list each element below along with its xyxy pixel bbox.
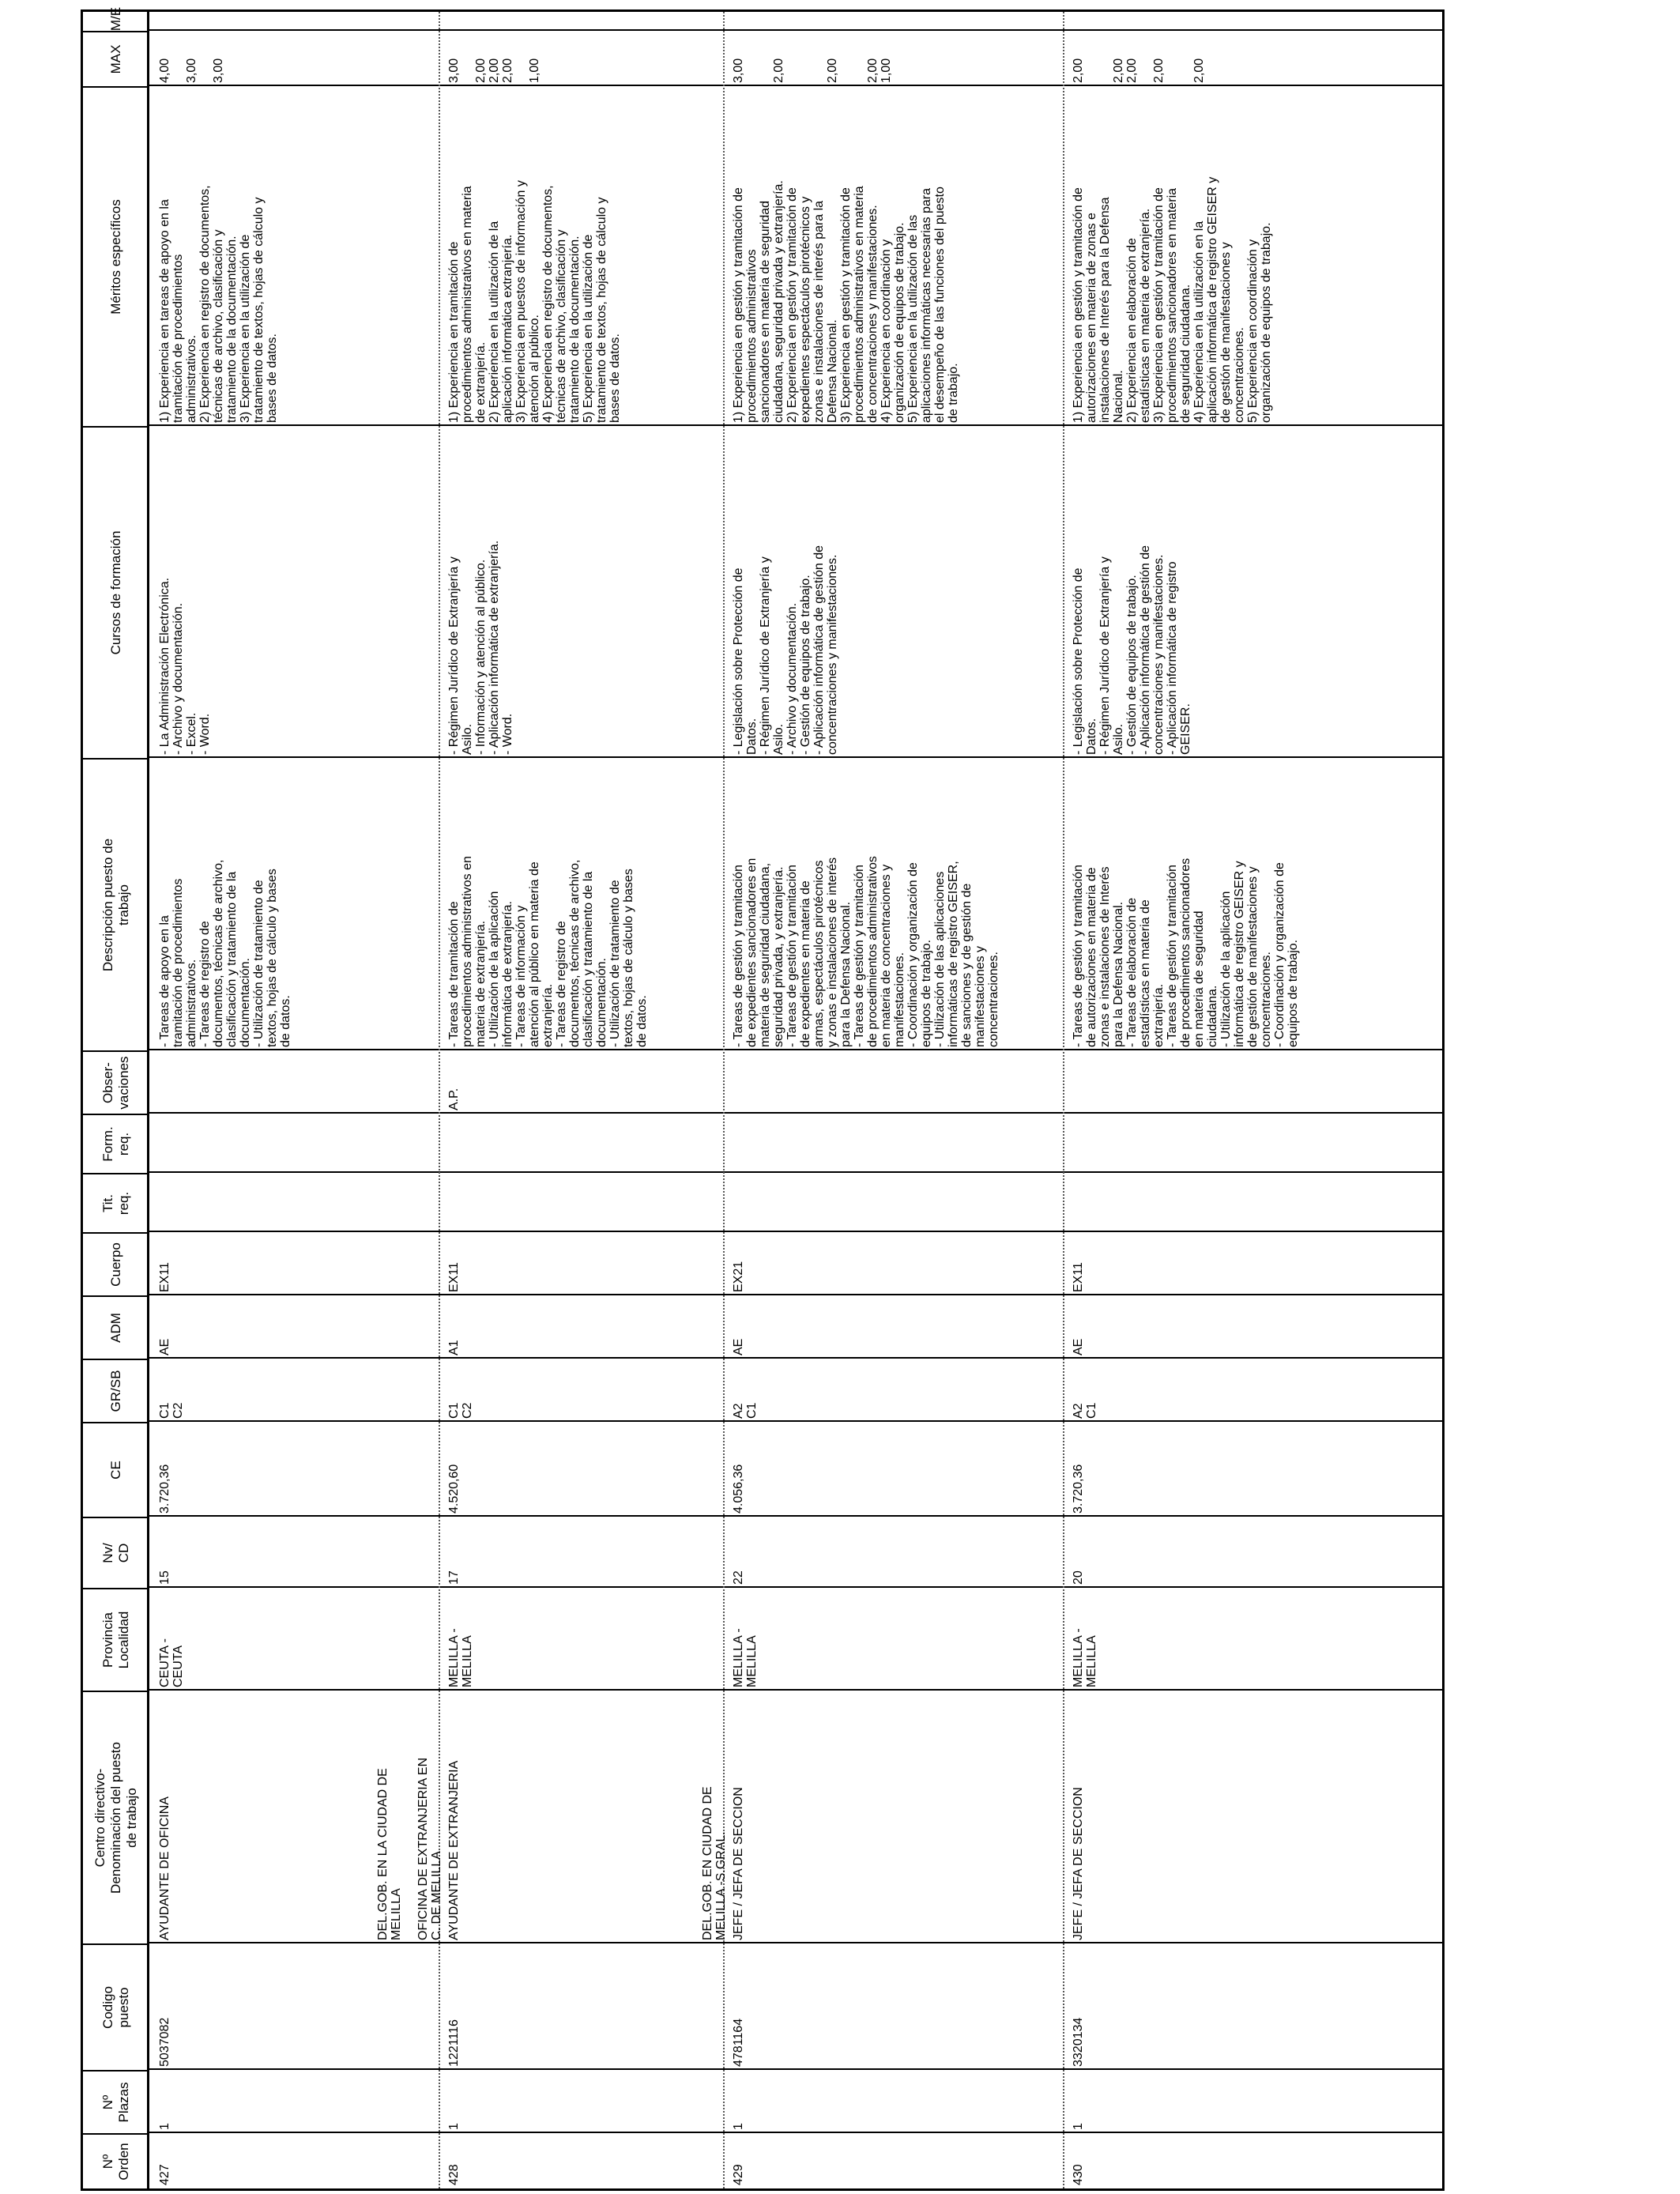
cell-descripcion: - Tareas de tramitación de procedimientos administrativos en materia de extranjería. - Utilización de la aplicación informática de extranjería. - Tareas de información y atención al público en materia de extranjería. - Tareas de registro de documentos, técnicas de archivo, clasificación y tratamiento de la documentación. - Utilización de tratamiento de textos, hojas de cálculo y bases de datos.	[447, 856, 649, 1047]
cell-centro: JEFE / JEFA DE SECCION	[732, 1787, 745, 1940]
cell-centro: AYUDANTE DE EXTRANJERIA	[447, 1760, 461, 1940]
cell-codigo: 3320134	[1072, 2017, 1085, 2067]
header-descripcion: Descripción puesto de trabajo	[83, 758, 149, 1050]
cell-plazas: 1	[1072, 2123, 1085, 2130]
cell-codigo: 4781164	[732, 2018, 745, 2067]
cell-centro: AYUDANTE DE OFICINA	[158, 1796, 171, 1940]
cell-cuerpo: EX11	[447, 1262, 461, 1292]
cell-obs	[156, 1050, 437, 1114]
cell-tit	[156, 1173, 437, 1232]
cell-codigo: 5037082	[158, 2017, 171, 2067]
header-centro: Centro directivo- Denominación del puesto de trabajo	[83, 1691, 149, 1943]
cell-obs	[729, 1050, 1061, 1114]
cell-obs: A.P.	[447, 1088, 461, 1110]
cell-adm: A1	[447, 1340, 461, 1355]
cell-nivel: 17	[447, 1570, 461, 1585]
header-obs: Obser- vaciones	[83, 1050, 149, 1114]
row-divider	[1063, 12, 1064, 2188]
header-meritos: Méritos específicos	[83, 86, 149, 426]
cell-plazas: 1	[447, 2123, 461, 2130]
cell-centro-directivo: DEL.GOB. EN CIUDAD DE MELILLA -S.GRAL.	[701, 1786, 728, 1940]
cell-plazas: 1	[732, 2123, 745, 2130]
cell-cursos: - Legislación sobre Protección de Datos. - Régimen Jurídico de Extranjería y Asilo. - Gestión de equipos de trabajo. - Aplicación informática de gestión de concentraciones y manifestaciones. - Aplicación informática de registro GEISER.	[1072, 545, 1192, 755]
cell-max: 4,00 3,00 3,00	[158, 58, 225, 83]
cell-orden: 430	[1072, 2164, 1085, 2185]
cell-ce: 3.720,36	[158, 1464, 171, 1514]
cell-centro: JEFE / JEFA DE SECCION	[1072, 1787, 1085, 1940]
cell-nivel: 20	[1072, 1570, 1085, 1585]
header-max: MAX	[83, 31, 149, 86]
cell-descripcion: - Tareas de gestión y tramitación de autorizaciones en materia de zonas e instalaciones de Interés para la Defensa Nacional. - Tareas de elaboración de estadísticas en materia de extranjería. - Tareas de gestión y tramitación de procedimientos sancionadores en materia de seguridad ciudadana. - Utilización de la aplicación informática de registro GEISER y de gestión de manifestaciones y concentraciones. - Coordinación y organización de equipos de trabajo.	[1072, 858, 1300, 1047]
cell-meritos: 1) Experiencia en tramitación de procedimientos administrativos en materia de extranjería. 2) Experiencia en la utilización de la aplicación informática extranjería. 3) Experiencia en puestos de información y atención al público. 4) Experiencia en registro de documentos, técnicas de archivo, clasificación y tratamiento de la documentación. 5) Experiencia en la utilización de tratamiento de textos, hojas de cálculo y bases de datos.	[447, 180, 622, 423]
cell-obs	[1069, 1050, 1443, 1114]
header-orden: Nº Orden	[83, 2133, 149, 2188]
cell-tit	[729, 1173, 1061, 1232]
cell-orden: 429	[732, 2164, 745, 2185]
cell-provincia: MELILLA - MELILLA	[1072, 1628, 1098, 1687]
cell-cursos: - La Administración Electrónica. - Archivo y documentación. - Excel. - Word.	[158, 577, 212, 755]
cell-form	[156, 1114, 437, 1173]
header-cuerpo: Cuerpo	[83, 1232, 149, 1295]
header-codigo: Codigo puesto	[83, 1943, 149, 2070]
positions-table	[81, 6, 1445, 2191]
cell-descripcion: - Tareas de gestión y tramitación de expedientes sancionadores en materia de seguridad ciudadana, seguridad privada, y extranjería. - Tareas de gestión y tramitación de expedientes en materia de armas, espectáculos pirotécnicos y zonas e instalaciones de interés para la Defensa Nacional. - Tareas de gestión y tramitación de procedimientos administrativos en materia de concentraciones y manifestaciones. - Coordinación y organización de equipos de trabajo. - Utilización de las aplicaciones informáticas de registro GEISER, de sanciones y de gestión de manifestaciones y concentraciones.	[732, 856, 1000, 1047]
cell-form	[1069, 1114, 1443, 1173]
header-grupo: GR/SB	[83, 1359, 149, 1422]
cell-grupo: C1 C2	[447, 1402, 474, 1419]
header-nivel: Nv/ CD	[83, 1517, 149, 1588]
header-tit: Tit. req.	[83, 1173, 149, 1232]
header-provincia: Provincia Localidad	[83, 1588, 149, 1691]
cell-cuerpo: EX11	[1072, 1262, 1085, 1292]
cell-cursos: - Legislación sobre Protección de Datos. - Régimen Jurídico de Extranjería y Asilo. - Archivo y documentación. - Gestión de equipos de trabajo. - Aplicación informática de gestión de concentraciones y manifestaciones.	[732, 545, 839, 755]
cell-plazas: 1	[158, 2123, 171, 2130]
cell-grupo: C1 C2	[158, 1402, 185, 1419]
cell-nivel: 22	[732, 1570, 745, 1585]
cell-provincia: MELILLA - MELILLA	[732, 1628, 759, 1687]
cell-meritos: 1) Experiencia en gestión y tramitación de autorizaciones en materia de zonas e instalaciones de Interés para la Defensa Nacional. 2) Experiencia en elaboración de estadísticas en materia de extranjería. 3) Experiencia en gestión y tramitación de procedimientos sancionadores en materia de seguridad ciudadana. 4) Experiencia en la utilización en la aplicación informática de registro GEISER y de gestión de manifestaciones y concentraciones. 5) Experiencia en coordinación y organización de equipos de trabajo.	[1072, 176, 1273, 423]
header-form: Form. req.	[83, 1114, 149, 1173]
cell-ce: 3.720,36	[1072, 1464, 1085, 1514]
cell-grupo: A2 C1	[1072, 1402, 1098, 1419]
cell-adm: AE	[158, 1338, 171, 1355]
cell-tit	[445, 1173, 721, 1232]
cell-grupo: A2 C1	[732, 1402, 759, 1419]
cell-meritos: 1) Experiencia en gestión y tramitación de procedimientos administrativos sancionadores en materia de seguridad ciudadana, seguridad privada y extranjería. 2) Experiencia en gestión y tramitación de expedientes espectáculos pirotécnicos y zonas e instalaciones de interés para la Defensa Nacional. 3) Experiencia en gestión y tramitación de procedimientos administrativos en materia de concentraciones y manifestaciones. 4) Experiencia en coordinación y organización de equipos de trabajo. 5) Experiencia en la utilización de las aplicaciones informáticas necesarias para el desempeño de las funciones del puesto de trabajo.	[732, 180, 960, 423]
cell-cursos: - Régimen Jurídico de Extranjería y Asilo. - Información y atención al público. - Aplicación informática de extranjería. - Word.	[447, 540, 514, 755]
cell-max: 2,00 2,00 2,00 2,00 2,00	[1072, 58, 1206, 83]
cell-tit	[1069, 1173, 1443, 1232]
cell-orden: 427	[158, 2164, 171, 2185]
cell-max: 3,00 2,00 2,00 2,00 1,00	[732, 58, 893, 83]
header-me: M/E	[108, 6, 123, 32]
header-cursos: Cursos de formación	[83, 426, 149, 758]
header-ce: CE	[83, 1422, 149, 1517]
header-plazas: Nº Plazas	[83, 2070, 149, 2133]
cell-adm: AE	[1072, 1338, 1085, 1355]
cell-cuerpo: EX11	[158, 1262, 171, 1292]
cell-provincia: MELILLA - MELILLA	[447, 1628, 474, 1687]
cell-ce: 4.520,60	[447, 1464, 461, 1514]
cell-ce: 4.056,36	[732, 1464, 745, 1514]
cell-max: 3,00 2,00 2,00 2,00 1,00	[447, 58, 541, 83]
cell-orden: 428	[447, 2164, 461, 2185]
cell-codigo: 1221116	[447, 2019, 461, 2067]
cell-form	[729, 1114, 1061, 1173]
cell-form	[445, 1114, 721, 1173]
cell-provincia: CEUTA - CEUTA	[158, 1638, 185, 1687]
cell-centro-directivo: DEL.GOB. EN LA CIUDAD DE MELILLA OFICINA DE EXTRANJERIA EN C. DE MELILLA	[376, 1757, 443, 1940]
cell-nivel: 15	[158, 1570, 171, 1585]
cell-descripcion: - Tareas de apoyo en la tramitación de procedimientos administrativos. - Tareas de registro de documentos, técnicas de archivo, clasificación y tratamiento de la documentación. - Utilización de tratamiento de textos, hojas de cálculo y bases de datos.	[158, 859, 292, 1047]
header-adm: ADM	[83, 1295, 149, 1359]
cell-meritos: 1) Experiencia en tareas de apoyo en la tramitación de procedimientos administrativos. 2) Experiencia en registro de documentos, técnicas de archivo, clasificación y tratamiento de la documentación. 3) Experiencia en la utilización de tratamiento de textos, hojas de cálculo y bases de datos.	[158, 185, 279, 423]
table-header	[83, 6, 149, 2188]
cell-adm: AE	[732, 1338, 745, 1355]
cell-cuerpo: EX21	[732, 1261, 745, 1292]
